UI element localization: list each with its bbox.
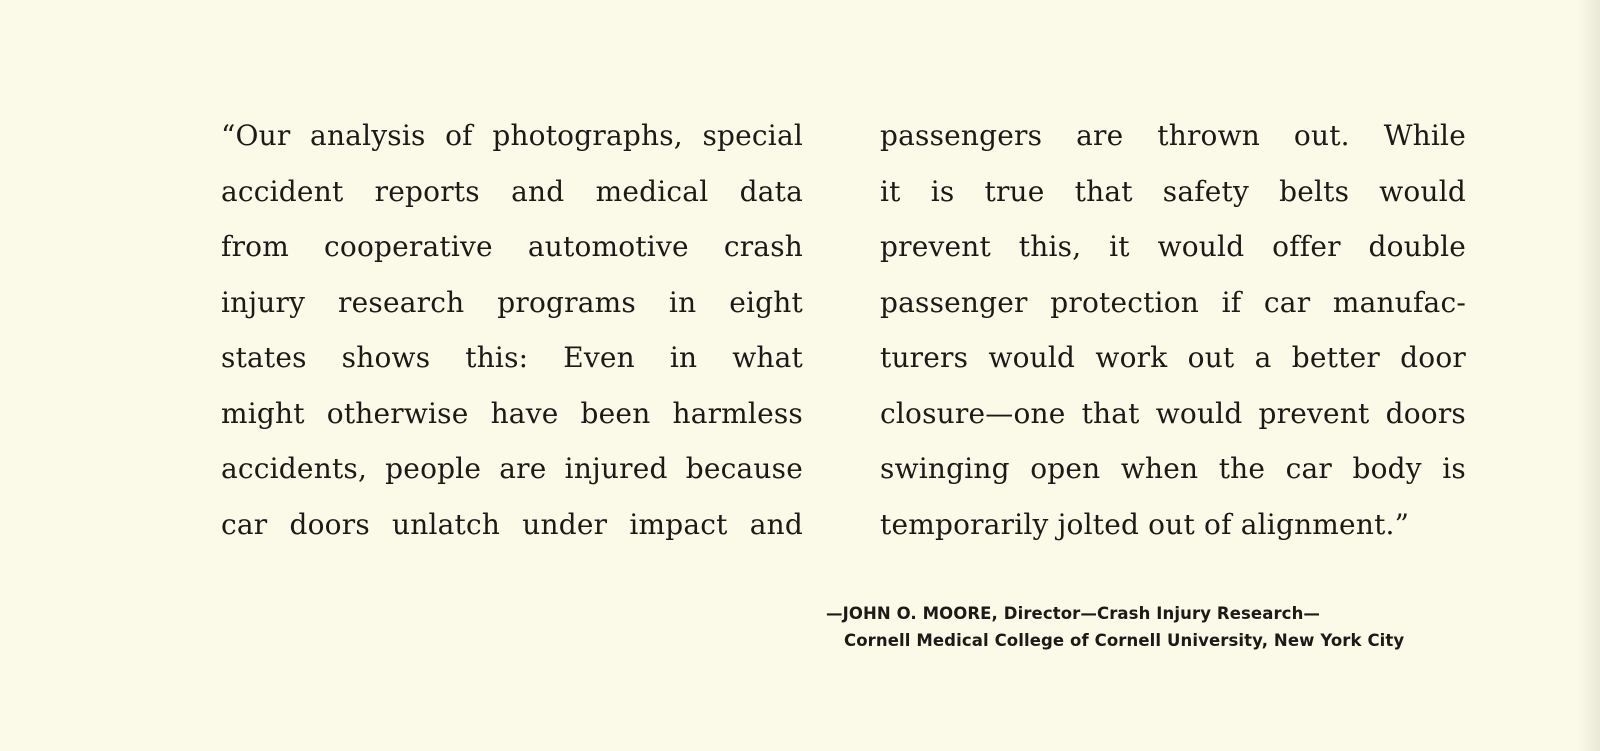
quote-line: “Our analysis of photographs, special [221, 119, 803, 152]
quote-line: injury research programs in eight [221, 285, 803, 319]
quote-line: temporarily jolted out of alignment.” [880, 507, 1410, 541]
quote-line: accidents, people are injured because [221, 452, 803, 485]
quote-line: turers would work out a better door [880, 341, 1466, 374]
page-edge-shadow [1578, 0, 1600, 751]
quote-line: prevent this, it would offer double [880, 230, 1466, 263]
quote-line: states shows this: Even in what [221, 341, 803, 374]
quote-line: passengers are thrown out. While [880, 119, 1466, 152]
attribution-author-line: —JOHN O. MOORE, Director—Crash Injury Research— [826, 604, 1321, 623]
quote-line: car doors unlatch under impact and [221, 507, 803, 541]
quote-line: passenger protection if car manufac- [880, 285, 1466, 319]
quote-column-left [221, 108, 803, 552]
quote-line: from cooperative automotive crash [221, 230, 803, 263]
quote-line: it is true that safety belts would [880, 174, 1466, 208]
attribution-institution-line: Cornell Medical College of Cornell University, New York City [844, 631, 1405, 650]
quote-attribution [826, 600, 1446, 654]
quote-column-right [880, 108, 1466, 552]
quote-line: accident reports and medical data [221, 174, 803, 208]
quote-line: might otherwise have been harmless [221, 396, 803, 430]
quote-line: closure—one that would prevent doors [880, 396, 1466, 430]
quote-line: swinging open when the car body is [880, 452, 1466, 485]
